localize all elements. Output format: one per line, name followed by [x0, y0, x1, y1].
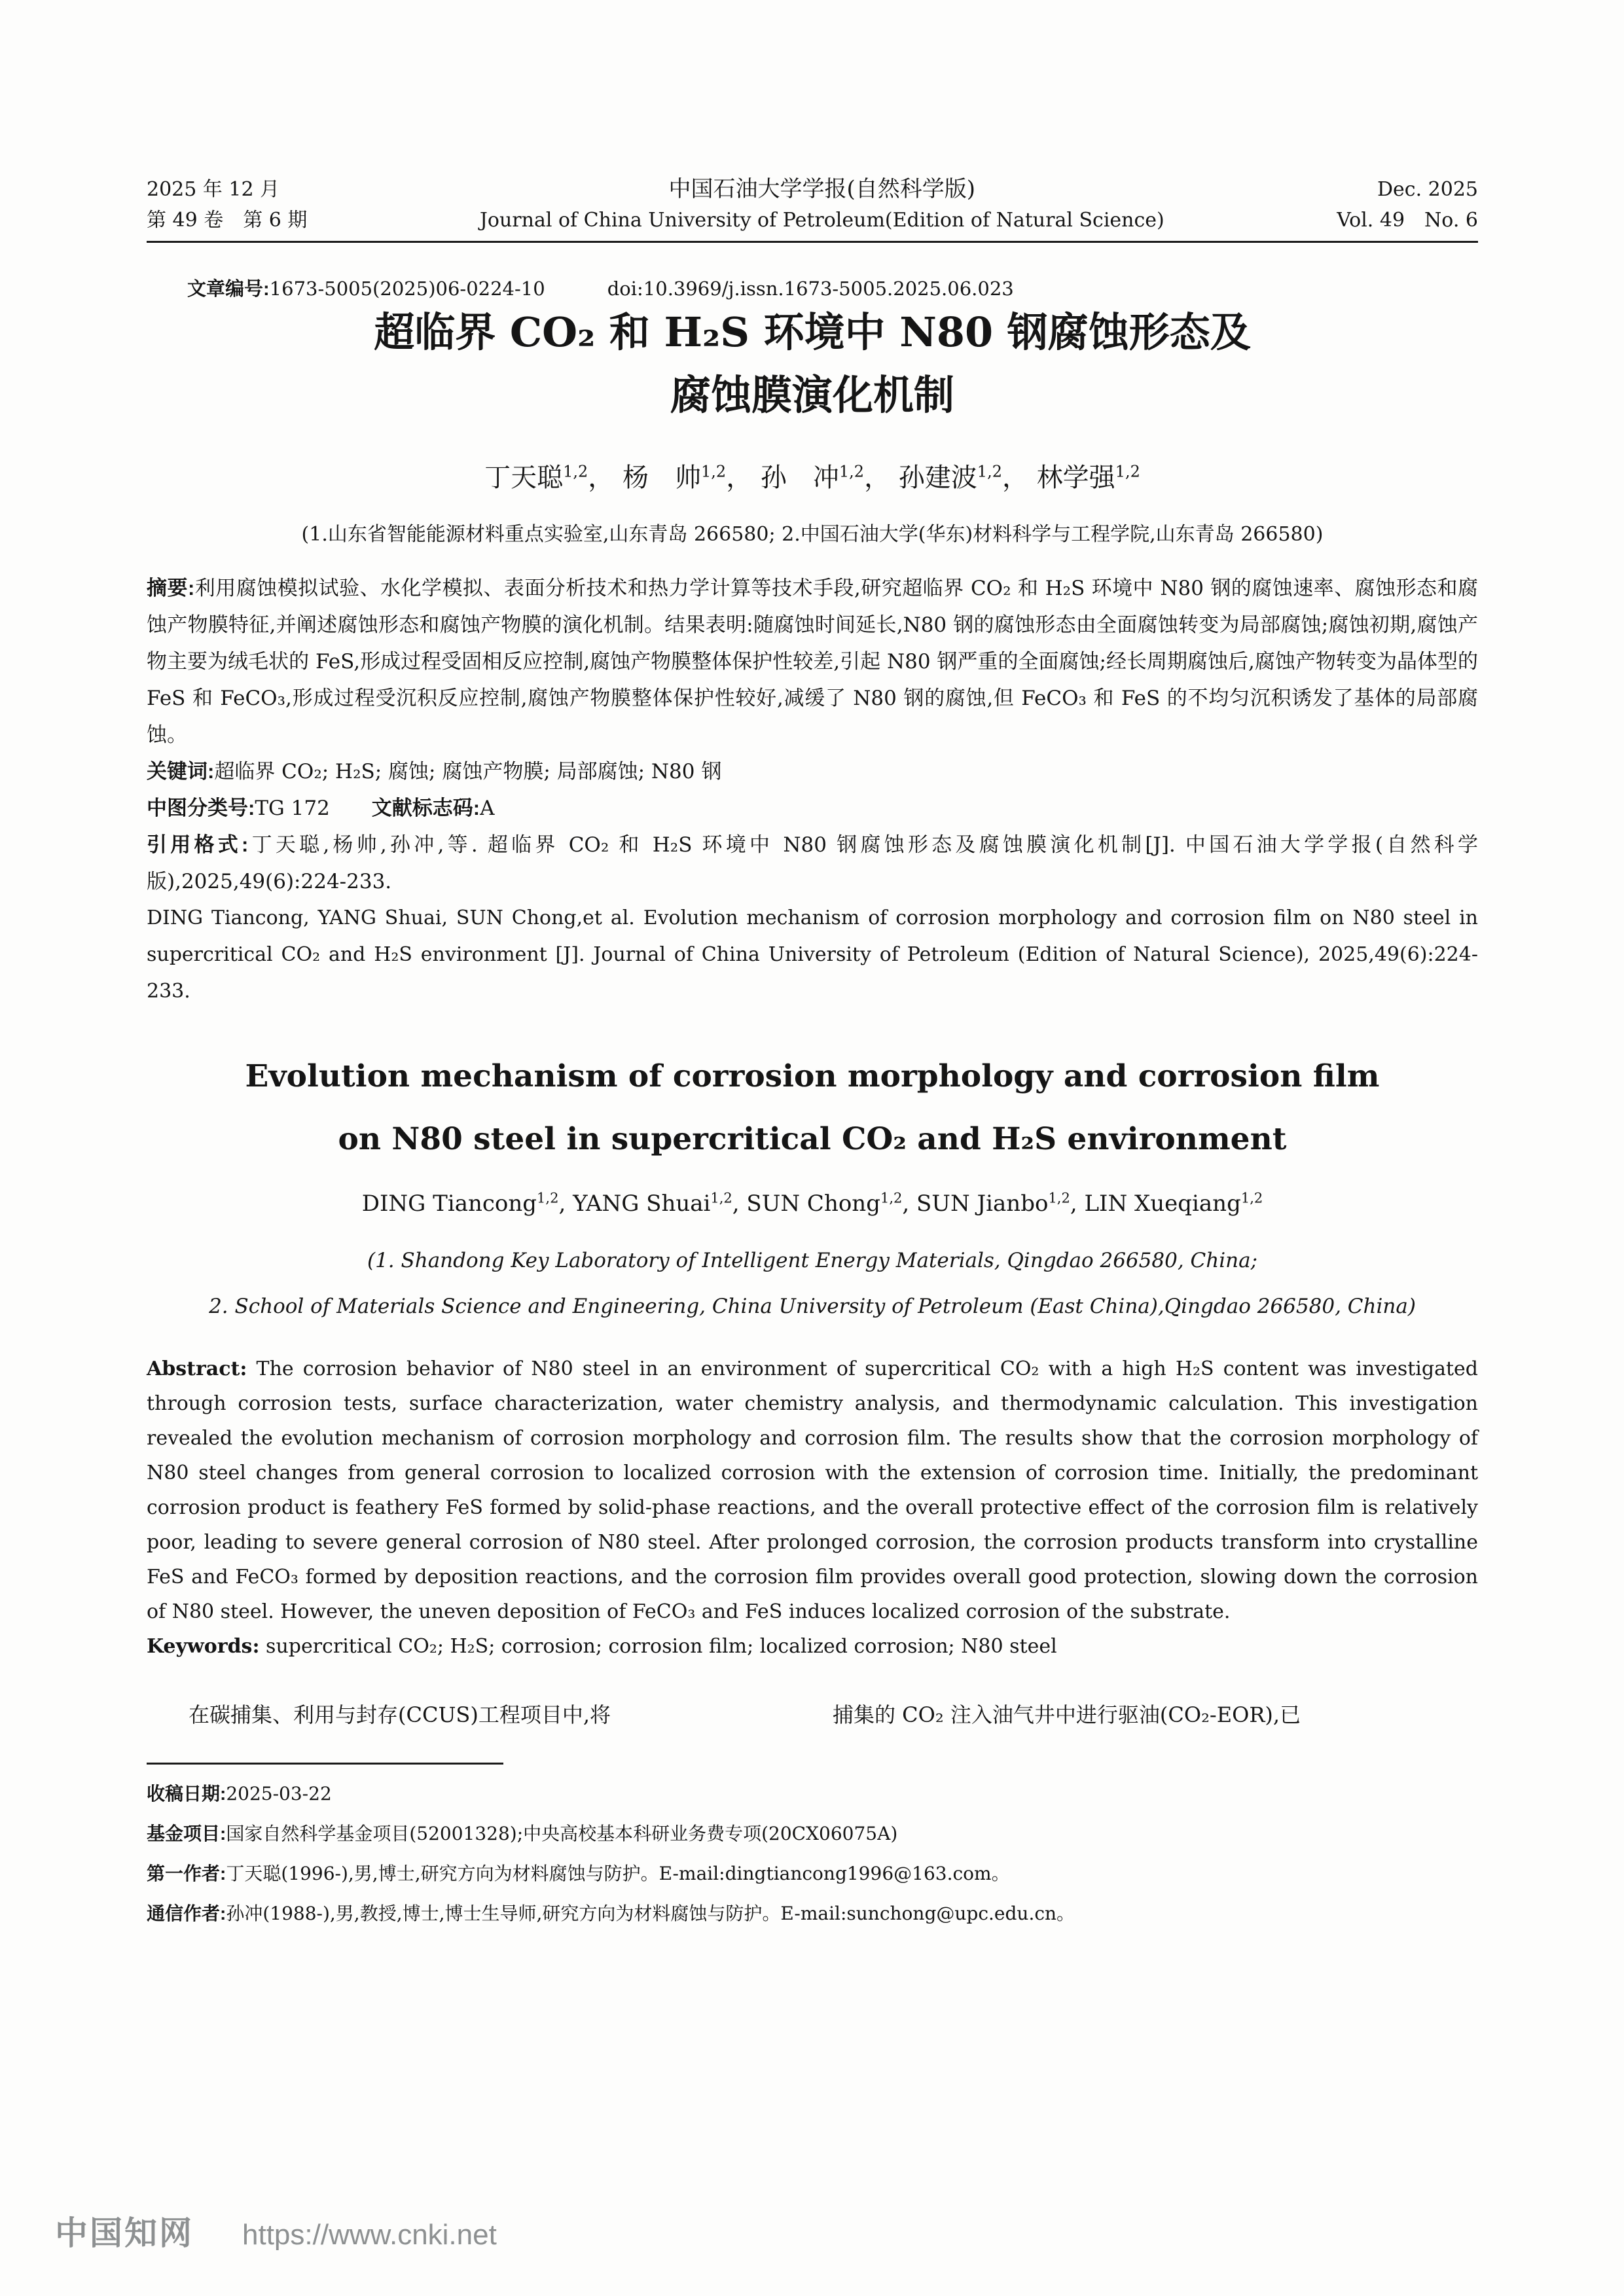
header-date-en: Dec. 2025 — [1377, 178, 1478, 201]
page-title — [147, 301, 1478, 427]
author-en: YANG Shuai$^{1,2}$, — [573, 1191, 747, 1217]
journal-title-en: Journal of China University of Petroleum(Edition of Natural Science) — [479, 209, 1164, 232]
abstract-cn-label: 摘要: — [147, 577, 195, 600]
clc-label: 中图分类号: — [147, 797, 255, 819]
affiliation-en-1: (1. Shandong Key Laboratory of Intelligent Energy Materials, Qingdao 266580, China; — [367, 1249, 1258, 1273]
cnki-footer — [55, 2207, 497, 2254]
author-affiliation-marker: 1,2 — [537, 1191, 559, 1206]
header-issue-cn: 第 49 卷 第 6 期 — [147, 209, 308, 232]
title-en-line2: on N80 steel in supercritical CO₂ and H₂S environment — [338, 1121, 1287, 1157]
keywords-cn-text: 超临界 CO₂; H₂S; 腐蚀; 腐蚀产物膜; 局部腐蚀; N80 钢 — [214, 760, 722, 783]
cnki-url-link[interactable]: https://www.cnki.net — [242, 2219, 497, 2251]
footnote-corresponding-author: 通信作者:孙冲(1988-),男,教授,博士,博士生导师,研究方向为材料腐蚀与防护。E-mail:sunchong@upc.edu.cn。 — [147, 1903, 1075, 1925]
footnote-first-author: 第一作者:丁天聪(1996-),男,博士,研究方向为材料腐蚀与防护。E-mail:dingtiancong1996@163.com。 — [147, 1863, 1010, 1885]
body-columns — [147, 1696, 1478, 1734]
abstract-cn — [147, 570, 1478, 753]
authors-cn — [147, 457, 1478, 494]
author-affiliation-marker: 1,2 — [1115, 462, 1140, 481]
author-cn: 丁天聪$^{1,2}$， — [484, 462, 615, 493]
header-right — [1337, 174, 1478, 236]
article-number-label: 文章编号: — [187, 279, 270, 300]
author-cn: 杨 帅$^{1,2}$， — [623, 462, 753, 493]
footnote-divider — [147, 1763, 503, 1765]
affiliation-cn: (1.山东省智能能源材料重点实验室,山东青岛 266580; 2.中国石油大学(华东)材料科学与工程学院,山东青岛 266580) — [301, 523, 1324, 546]
footnote-received-date: 收稿日期:2025-03-22 — [147, 1783, 332, 1805]
header-date-cn: 2025 年 12 月 — [147, 178, 280, 201]
citation-cn-text: 丁天聪,杨帅,孙冲,等. 超临界 CO₂ 和 H₂S 环境中 N80 钢腐蚀形态及腐蚀膜演化机制[J]. 中国石油大学学报(自然科学版),2025,49(6):224-233. — [147, 833, 1478, 893]
author-affiliation-marker: 1,2 — [1048, 1191, 1070, 1206]
author-cn: 孙建波$^{1,2}$， — [898, 462, 1028, 493]
title-en-line1: Evolution mechanism of corrosion morphology and corrosion film — [245, 1058, 1380, 1094]
author-affiliation-marker: 1,2 — [1240, 1191, 1263, 1206]
citation-en: DING Tiancong, YANG Shuai, SUN Chong,et al. Evolution mechanism of corrosion morphology and corrosion film on N80 steel in supercritical CO₂ and H₂S environment [J]. Journal of China University of Petroleum (Edition of Natural Science), 2025,49(6):224-233. — [147, 906, 1478, 1003]
header-divider — [147, 241, 1478, 243]
keywords-en-text: supercritical CO₂; H₂S; corrosion; corrosion film; localized corrosion; N80 steel — [259, 1635, 1057, 1659]
header-left — [147, 174, 307, 236]
citation-cn — [147, 827, 1478, 900]
abstract-cn-text: 利用腐蚀模拟试验、水化学模拟、表面分析技术和热力学计算等技术手段,研究超临界 CO₂ 和 H₂S 环境中 N80 钢的腐蚀速率、腐蚀形态和腐蚀产物膜特征,并阐述腐蚀形态和腐蚀产物膜的演化机制。结果表明:随腐蚀时间延长,N80 钢的腐蚀形态由全面腐蚀转变为局部腐蚀;腐蚀初期,腐蚀产物主要为绒毛状的 FeS,形成过程受固相反应控制,腐蚀产物膜整体保护性较差,引起 N80 钢严重的全面腐蚀;经长周期腐蚀后,腐蚀产物转变为晶体型的 FeS 和 FeCO₃,形成过程受沉积反应控制,腐蚀产物膜整体保护性较好,减缓了 N80 钢的腐蚀,但 FeCO₃ 和 FeS 的不均匀沉积诱发了基体的局部腐蚀。 — [147, 577, 1478, 747]
page-content — [147, 174, 1478, 1933]
title-cn-line2: 腐蚀膜演化机制 — [670, 371, 954, 419]
title-cn-line1: 超临界 CO₂ 和 H₂S 环境中 N80 钢腐蚀形态及 — [374, 308, 1251, 356]
keywords-en-label: Keywords: — [147, 1635, 260, 1659]
body-column-left: 在碳捕集、利用与封存(CCUS)工程项目中,将 — [189, 1702, 611, 1728]
author-affiliation-marker: 1,2 — [977, 462, 1002, 481]
clc-line — [147, 790, 1478, 827]
author-en: SUN Chong$^{1,2}$, — [746, 1191, 917, 1217]
affiliations-en — [147, 1238, 1478, 1329]
author-affiliation-marker: 1,2 — [839, 462, 865, 481]
author-affiliation-marker: 1,2 — [710, 1191, 732, 1206]
article-number: 1673-5005(2025)06-0224-10 — [269, 278, 545, 300]
header-issue-en: Vol. 49 No. 6 — [1337, 209, 1478, 232]
affiliation-en-2: 2. School of Materials Science and Engineering, China University of Petroleum (East China),Qingdao 266580, China) — [209, 1295, 1416, 1319]
author-affiliation-marker: 1,2 — [880, 1191, 903, 1206]
keywords-cn — [147, 753, 1478, 790]
abstract-en — [147, 1352, 1478, 1629]
journal-header — [147, 174, 1478, 236]
abstract-en-label: Abstract: — [147, 1357, 247, 1381]
author-cn: 林学强$^{1,2}$ — [1036, 462, 1140, 493]
body-column-right: 捕集的 CO₂ 注入油气井中进行驱油(CO₂-EOR),已 — [833, 1702, 1301, 1728]
author-cn: 孙 冲$^{1,2}$， — [760, 462, 891, 493]
clc-value: TG 172 — [255, 797, 330, 820]
author-en: SUN Jianbo$^{1,2}$, — [916, 1191, 1085, 1217]
author-en: LIN Xueqiang$^{1,2}$ — [1084, 1191, 1263, 1217]
document-code-label: 文献标志码: — [371, 797, 480, 819]
author-affiliation-marker: 1,2 — [701, 462, 727, 481]
title-en — [147, 1045, 1478, 1171]
author-en: DING Tiancong$^{1,2}$, — [361, 1191, 573, 1217]
article-meta — [147, 274, 1478, 301]
abstract-en-text: The corrosion behavior of N80 steel in an environment of supercritical CO₂ with a high H₂S content was investigated through corrosion tests, surface characterization, water chemistry analysis, and thermodynamic calculation. This investigation revealed the evolution mechanism of corrosion morphology and corrosion film. The results show that the corrosion morphology of N80 steel changes from general corrosion to localized corrosion with the extension of corrosion time. Initially, the predominant corrosion product is feathery FeS formed by solid-phase reactions, and the overall protective effect of the corrosion film is relatively poor, leading to severe general corrosion of N80 steel. After prolonged corrosion, the corrosion products transform into crystalline FeS and FeCO₃ formed by deposition reactions, and the corrosion film provides overall good protection, slowing down the corrosion of N80 steel. However, the uneven deposition of FeCO₃ and FeS induces localized corrosion of the substrate. — [147, 1357, 1478, 1624]
authors-en — [147, 1191, 1478, 1217]
header-center — [307, 174, 1337, 236]
citation-label: 引用格式: — [147, 833, 249, 856]
journal-title-cn: 中国石油大学学报(自然科学版) — [668, 176, 976, 202]
footnote-funding: 基金项目:国家自然科学基金项目(52001328);中央高校基本科研业务费专项(20CX06075A) — [147, 1823, 898, 1845]
footnotes — [147, 1774, 1478, 1933]
keywords-en — [147, 1629, 1478, 1664]
doi: doi:10.3969/j.issn.1673-5005.2025.06.023 — [607, 278, 1014, 300]
abstract-block-en — [147, 1352, 1478, 1664]
abstract-block-cn — [147, 570, 1478, 1010]
author-affiliation-marker: 1,2 — [563, 462, 588, 481]
keywords-cn-label: 关键词: — [147, 760, 215, 783]
cnki-logo: 中国知网 — [55, 2215, 194, 2251]
document-code-value: A — [480, 797, 495, 820]
